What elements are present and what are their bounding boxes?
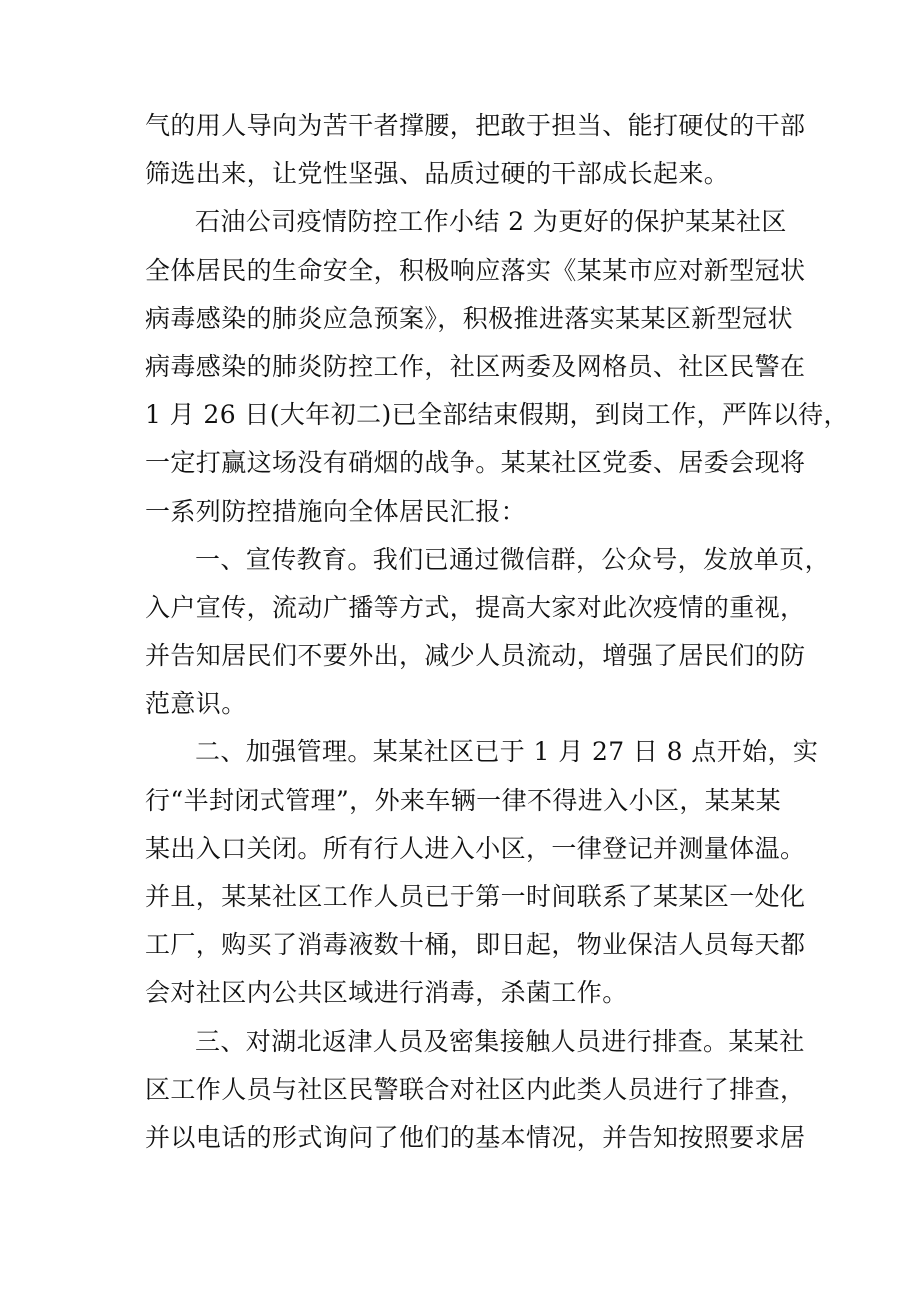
text-line: 三、对湖北返津人员及密集接触人员进行排查。某某社 [195,1026,805,1056]
text-line: 二、加强管理。某某社区已于 1 月 27 日 8 点开始，实 [195,737,819,767]
text-line: 范意识。 [145,689,247,719]
text-line: 行“半封闭式管理”，外来车辆一律不得进入小区，某某某 [145,785,781,815]
text-line: 病毒感染的肺炎应急预案》，积极推进落实某某区新型冠状 [145,303,793,333]
text-line: 一系列防控措施向全体居民汇报： [145,496,527,526]
text-line: 某出入口关闭。所有行人进入小区，一律登记并测量体温。 [145,833,806,863]
text-line: 会对社区内公共区域进行消毒，杀菌工作。 [145,978,628,1008]
text-line: 并告知居民们不要外出，减少人员流动，增强了居民们的防 [145,641,806,671]
text-line: 1 月 26 日(大年初二)已全部结束假期，到岗工作，严阵以待， [145,400,849,430]
document-page [145,102,849,1162]
text-line: 筛选出来，让党性坚强、品质过硬的干部成长起来。 [145,159,730,189]
text-line: 石油公司疫情防控工作小结 2 为更好的保护某某社区 [195,207,787,237]
text-line: 区工作人员与社区民警联合对社区内此类人员进行了排查， [145,1074,806,1104]
text-line: 工厂，购买了消毒液数十桶，即日起，物业保洁人员每天都 [145,930,806,960]
text-line: 并以电话的形式询问了他们的基本情况，并告知按照要求居 [145,1122,806,1152]
text-line: 一、宣传教育。我们已通过微信群，公众号，发放单页， [195,544,831,574]
text-line: 气的用人导向为苦干者撑腰，把敢于担当、能打硬仗的干部 [145,111,806,140]
text-line: 病毒感染的肺炎防控工作，社区两委及网格员、社区民警在 [145,351,806,381]
text-line: 全体居民的生命安全，积极响应落实《某某市应对新型冠状 [145,255,806,285]
text-line: 一定打赢这场没有硝烟的战争。某某社区党委、居委会现将 [145,448,806,478]
text-line: 并且，某某社区工作人员已于第一时间联系了某某区一处化 [145,882,806,911]
text-line: 入户宣传，流动广播等方式，提高大家对此次疫情的重视， [145,592,806,622]
document-body [145,102,849,1162]
